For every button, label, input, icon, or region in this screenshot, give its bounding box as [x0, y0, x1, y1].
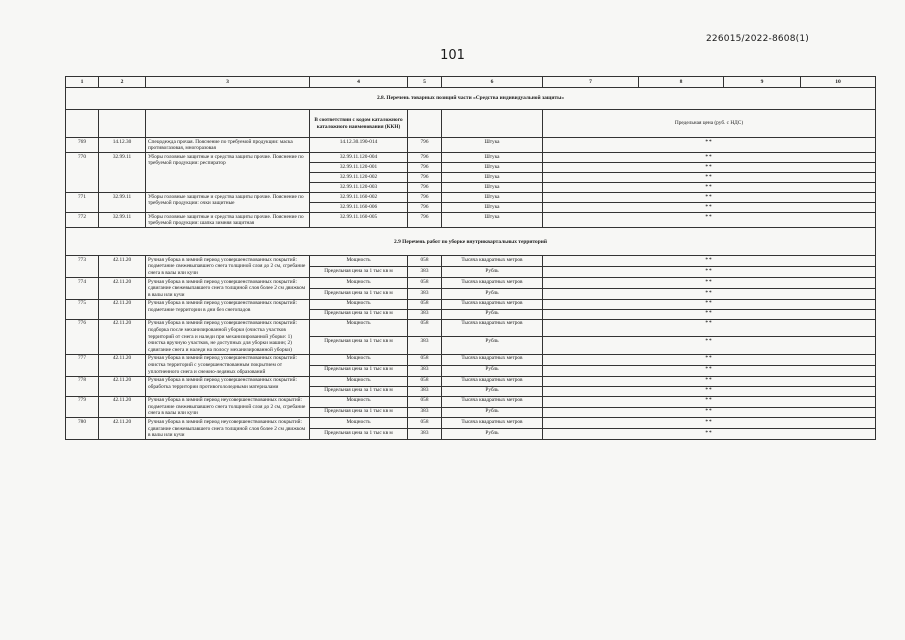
price-value: ** — [543, 354, 876, 365]
section-2-9-title: 2.9 Перечень работ по уборке внутриквартальных территорий — [66, 228, 876, 256]
unit-code: 058 — [408, 256, 442, 267]
price-value: ** — [543, 153, 876, 163]
document-id: 226015/2022-8608(1) — [706, 34, 809, 44]
colnum-2: 2 — [99, 77, 146, 88]
unit-code: 058 — [408, 376, 442, 386]
kkn-code: 14.12.30.190-014 — [310, 138, 408, 153]
row-number: 776 — [66, 319, 99, 354]
price-value: ** — [543, 386, 876, 396]
okpd-code: 32.99.11 — [99, 213, 146, 228]
item-name: Ручная уборка в зимний период усовершенствованных покрытий: очистка территорий с усовершенствованным покрытием от уплотненного снега и снежно-ледяных образований — [146, 354, 310, 376]
item-name: Ручная уборка в зимний период неусовершенствованных покрытий: сдвигание свежевыпавшего снега толщиной слоя более 2 см движком в валы или кучи — [146, 418, 310, 440]
table-row — [66, 418, 876, 429]
price-value: ** — [543, 267, 876, 278]
hdr-empty-5 — [408, 110, 442, 138]
unit-name: Штука — [442, 163, 543, 173]
kkn-code: 32.99.11.160-002 — [310, 193, 408, 203]
unit-code: 058 — [408, 354, 442, 365]
okpd-code: 42.11.20 — [99, 376, 146, 396]
section-2-8-row — [66, 88, 876, 110]
unit-code: 058 — [408, 319, 442, 336]
row-number: 774 — [66, 278, 99, 300]
item-name: Ручная уборка в зимний период усовершенствованных покрытий: подметание свежевыпавшего снега толщиной слоя до 2 см, сгребание снега в валы или кучи — [146, 256, 310, 278]
item-name: Спецодежда прочая. Пояснение по требуемой продукции: маска противогазовая, многоразовая — [146, 138, 310, 153]
unit-code: 383 — [408, 365, 442, 376]
kkn-code: Мощность — [310, 396, 408, 407]
kkn-code: Предельная цена за 1 тыс кв м — [310, 407, 408, 418]
unit-name: Тысяча квадратных метров — [442, 299, 543, 309]
kkn-code: 32.99.11.120-004 — [310, 153, 408, 163]
price-value: ** — [543, 418, 876, 429]
unit-name: Штука — [442, 183, 543, 193]
unit-name: Тысяча квадратных метров — [442, 319, 543, 336]
table-row — [66, 354, 876, 365]
unit-name: Рубль — [442, 407, 543, 418]
kkn-code: Предельная цена за 1 тыс кв м — [310, 267, 408, 278]
unit-code: 383 — [408, 429, 442, 440]
colnum-1: 1 — [66, 77, 99, 88]
price-value: ** — [543, 309, 876, 319]
price-value: ** — [543, 193, 876, 203]
price-value: ** — [543, 203, 876, 213]
unit-code: 796 — [408, 173, 442, 183]
table-row — [66, 138, 876, 153]
price-value: ** — [543, 319, 876, 336]
colnum-5: 5 — [408, 77, 442, 88]
table-row — [66, 193, 876, 203]
item-name: Уборы головные защитные и средства защиты прочие. Пояснение по требуемой продукции: шапка зимняя защитная — [146, 213, 310, 228]
kkn-code: Мощность — [310, 418, 408, 429]
price-value: ** — [543, 256, 876, 267]
unit-name: Штука — [442, 153, 543, 163]
okpd-code: 42.11.20 — [99, 396, 146, 418]
kkn-code: 32.99.11.160-005 — [310, 213, 408, 228]
unit-code: 058 — [408, 299, 442, 309]
okpd-code: 32.99.11 — [99, 193, 146, 213]
kkn-code: Мощность — [310, 256, 408, 267]
kkn-code: 32.99.11.120-001 — [310, 163, 408, 173]
item-name: Ручная уборка в зимний период усовершенствованных покрытий: подборка после механизированной уборки (очистка участков территорий от снега и наледи при механизированной уборке: 1) очистка вручную участков, не доступных для уборки машин; 2) сдвигание снега и наледи на полосу механизированной уборки) — [146, 319, 310, 354]
price-value: ** — [543, 289, 876, 300]
table-row — [66, 256, 876, 267]
kkn-code: Мощность — [310, 299, 408, 309]
row-number: 779 — [66, 396, 99, 418]
item-name: Уборы головные защитные и средства защиты прочие. Пояснение по требуемой продукции: очки защитные — [146, 193, 310, 213]
table-row — [66, 153, 876, 163]
row-number: 771 — [66, 193, 99, 213]
unit-name: Тысяча квадратных метров — [442, 418, 543, 429]
item-name: Ручная уборка в зимний период неусовершенствованных покрытий: подметание свежевыпавшего снега толщиной слоя до 2 см, сгребание снега в валы или кучи — [146, 396, 310, 418]
item-name: Ручная уборка в зимний период усовершенствованных покрытий: обработка территории противогололедными материалами — [146, 376, 310, 396]
price-table — [65, 76, 876, 440]
table-row — [66, 278, 876, 289]
colnum-10: 10 — [801, 77, 876, 88]
unit-name: Рубль — [442, 309, 543, 319]
colnum-9: 9 — [724, 77, 801, 88]
hdr-empty-2 — [99, 110, 146, 138]
okpd-code: 14.12.30 — [99, 138, 146, 153]
kkn-code: Мощность — [310, 278, 408, 289]
unit-code: 796 — [408, 138, 442, 153]
unit-name: Тысяча квадратных метров — [442, 354, 543, 365]
unit-name: Штука — [442, 193, 543, 203]
price-value: ** — [543, 365, 876, 376]
unit-code: 796 — [408, 203, 442, 213]
unit-name: Рубль — [442, 365, 543, 376]
hdr-empty-6 — [442, 110, 543, 138]
unit-name: Штука — [442, 203, 543, 213]
price-value: ** — [543, 183, 876, 193]
hdr-empty-3 — [146, 110, 310, 138]
colnum-3: 3 — [146, 77, 310, 88]
price-header: Предельная цена (руб. с НДС) — [543, 110, 876, 138]
okpd-code: 42.11.20 — [99, 354, 146, 376]
okpd-code: 42.11.20 — [99, 299, 146, 319]
colnum-7: 7 — [543, 77, 639, 88]
unit-name: Рубль — [442, 337, 543, 354]
table-row — [66, 396, 876, 407]
unit-code: 383 — [408, 337, 442, 354]
row-number: 772 — [66, 213, 99, 228]
item-name: Ручная уборка в зимний период усовершенствованных покрытий: подметание территории в дни без снегопадов — [146, 299, 310, 319]
kkn-header: В соответствии с кодом каталожного каталожного наименования (ККН) — [310, 110, 408, 138]
unit-code: 383 — [408, 386, 442, 396]
kkn-code: Предельная цена за 1 тыс кв м — [310, 386, 408, 396]
row-number: 770 — [66, 153, 99, 193]
kkn-code: Предельная цена за 1 тыс кв м — [310, 309, 408, 319]
okpd-code: 42.11.20 — [99, 278, 146, 300]
price-value: ** — [543, 278, 876, 289]
unit-name: Рубль — [442, 289, 543, 300]
kkn-code: Мощность — [310, 354, 408, 365]
unit-code: 383 — [408, 267, 442, 278]
row-number: 773 — [66, 256, 99, 278]
okpd-code: 42.11.20 — [99, 418, 146, 440]
table-row — [66, 319, 876, 336]
unit-code: 796 — [408, 213, 442, 228]
page-number: 101 — [440, 48, 465, 63]
hdr-empty-1 — [66, 110, 99, 138]
table-row — [66, 299, 876, 309]
price-value: ** — [543, 163, 876, 173]
okpd-code: 32.99.11 — [99, 153, 146, 193]
kkn-code: 32.99.11.120-002 — [310, 173, 408, 183]
kkn-code: 32.99.11.160-006 — [310, 203, 408, 213]
column-number-row — [66, 77, 876, 88]
row-number: 780 — [66, 418, 99, 440]
price-value: ** — [543, 173, 876, 183]
unit-name: Рубль — [442, 386, 543, 396]
kkn-code: Предельная цена за 1 тыс кв м — [310, 365, 408, 376]
okpd-code: 42.11.20 — [99, 256, 146, 278]
row-number: 777 — [66, 354, 99, 376]
colnum-6: 6 — [442, 77, 543, 88]
colnum-8: 8 — [639, 77, 724, 88]
price-value: ** — [543, 407, 876, 418]
unit-code: 796 — [408, 163, 442, 173]
unit-name: Рубль — [442, 429, 543, 440]
price-value: ** — [543, 138, 876, 153]
unit-code: 383 — [408, 289, 442, 300]
kkn-code: Предельная цена за 1 тыс кв м — [310, 289, 408, 300]
unit-code: 796 — [408, 183, 442, 193]
kkn-code: Предельная цена за 1 тыс кв м — [310, 337, 408, 354]
price-value: ** — [543, 376, 876, 386]
unit-name: Тысяча квадратных метров — [442, 396, 543, 407]
unit-code: 058 — [408, 278, 442, 289]
unit-code: 058 — [408, 396, 442, 407]
unit-name: Тысяча квадратных метров — [442, 278, 543, 289]
unit-name: Рубль — [442, 267, 543, 278]
section-2-9-row — [66, 228, 876, 256]
okpd-code: 42.11.20 — [99, 319, 146, 354]
table-row — [66, 213, 876, 228]
unit-name: Тысяча квадратных метров — [442, 256, 543, 267]
unit-code: 058 — [408, 418, 442, 429]
unit-code: 383 — [408, 309, 442, 319]
item-name: Ручная уборка в зимний период усовершенствованных покрытий: сдвигание свежевыпавшего снега толщиной слоя более 2 см движком в валы или кучи — [146, 278, 310, 300]
price-value: ** — [543, 396, 876, 407]
price-value: ** — [543, 213, 876, 228]
item-name: Уборы головные защитные и средства защиты прочие. Пояснение по требуемой продукции: респиратор — [146, 153, 310, 193]
price-value: ** — [543, 429, 876, 440]
colnum-4: 4 — [310, 77, 408, 88]
table-row — [66, 376, 876, 386]
unit-code: 383 — [408, 407, 442, 418]
unit-code: 796 — [408, 153, 442, 163]
unit-name: Тысяча квадратных метров — [442, 376, 543, 386]
unit-name: Штука — [442, 173, 543, 183]
unit-name: Штука — [442, 213, 543, 228]
price-value: ** — [543, 299, 876, 309]
unit-code: 796 — [408, 193, 442, 203]
kkn-header-row — [66, 110, 876, 138]
row-number: 769 — [66, 138, 99, 153]
kkn-code: Мощность — [310, 376, 408, 386]
unit-name: Штука — [442, 138, 543, 153]
price-value: ** — [543, 337, 876, 354]
row-number: 775 — [66, 299, 99, 319]
section-2-8-title: 2.8. Перечень товарных позиций части «Средства индивидуальной защиты» — [66, 88, 876, 110]
kkn-code: Мощность — [310, 319, 408, 336]
kkn-code: 32.99.11.120-003 — [310, 183, 408, 193]
row-number: 778 — [66, 376, 99, 396]
kkn-code: Предельная цена за 1 тыс кв м — [310, 429, 408, 440]
